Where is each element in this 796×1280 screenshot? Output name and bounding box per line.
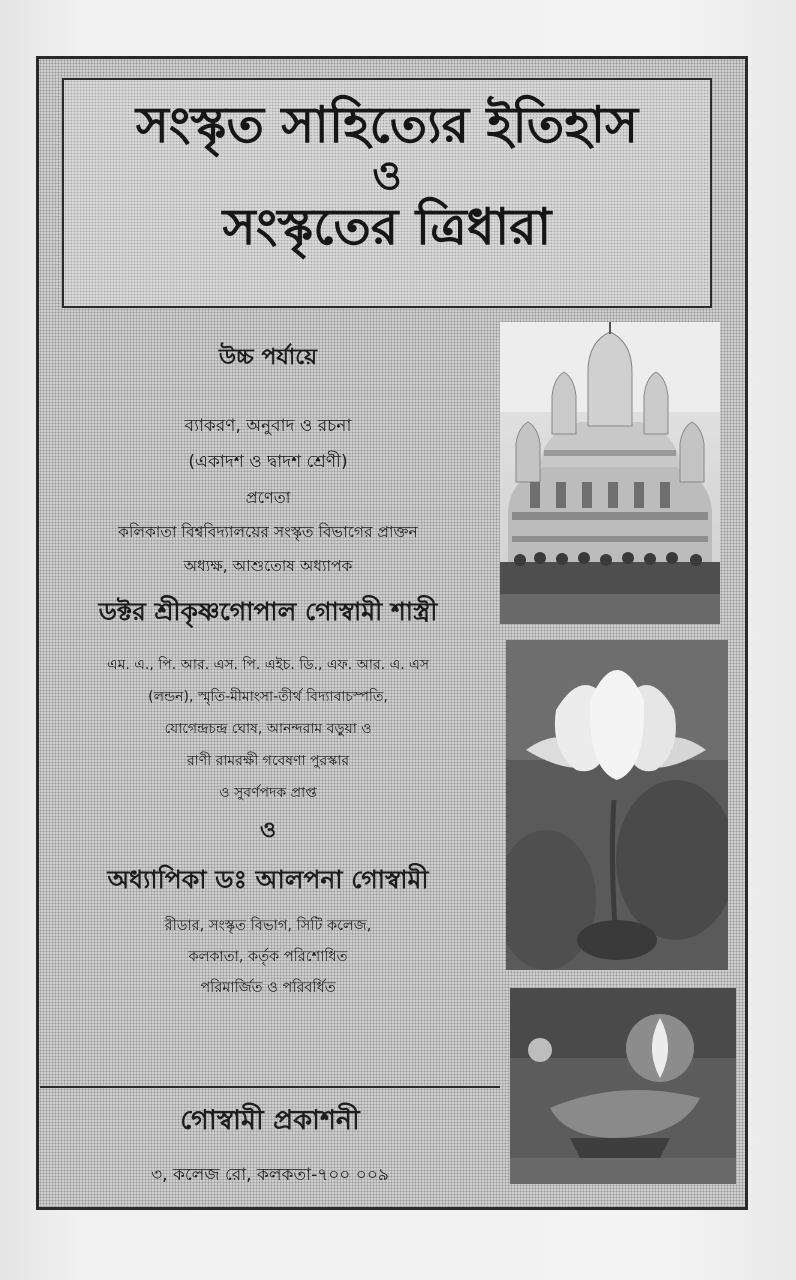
publisher-divider xyxy=(40,1086,500,1088)
title-line-2: সংস্কৃতের ত্রিধারা xyxy=(222,198,552,256)
author-1-credentials xyxy=(40,649,496,809)
classes-text: (একাদশ ও দ্বাদশ শ্রেণী) xyxy=(188,452,348,472)
detail-line: কলকাতা, কর্তৃক পরিশোধিত xyxy=(188,949,348,965)
level-text: উচ্চ পর্যায়ে xyxy=(218,345,318,370)
publisher-address: ৩, কলেজ রো, কলকতা-৭০০ ০০৯ xyxy=(151,1165,389,1185)
subjects-text: ব্যাকরণ, অনুবাদ ও রচনা xyxy=(184,416,352,436)
detail-line: পরিমার্জিত ও পরিবর্ধিত xyxy=(200,980,336,996)
author-2-details xyxy=(40,911,496,1004)
title-line-1: সংস্কৃত সাহিত্যের ইতিহাস xyxy=(135,96,639,154)
cover-text-column xyxy=(40,330,496,1004)
authored-by-label: প্রণেতা xyxy=(245,488,291,507)
detail-line: রীডার, সংস্কৃত বিভাগ, সিটি কলেজ, xyxy=(164,918,372,934)
oil-lamp-photo xyxy=(510,988,736,1184)
credential-line: রাণী রামরক্ষী গবেষণা পুরস্কার xyxy=(186,753,350,769)
credential-line: ও সুবর্ণপদক প্রাপ্ত xyxy=(219,785,317,801)
title-box xyxy=(62,78,712,308)
author-2-name: অধ্যাপিকা ডঃ আলপনা গোস্বামী xyxy=(107,865,429,894)
publisher-name: গোস্বামী প্রকাশনী xyxy=(180,1105,360,1136)
credential-line: (লন্ডন), স্মৃতি-মীমাংসা-তীর্থ বিদ্যাবাচস্পতি, xyxy=(148,689,388,705)
lotus-photo xyxy=(506,640,728,970)
affiliation-line-2: অধ্যক্ষ, আশুতোষ অধ্যাপক xyxy=(183,557,353,575)
credential-line: যোগেন্দ্রচন্দ্র ঘোষ, আনন্দরাম বড়ুয়া ও xyxy=(164,721,372,737)
author-1-name: ডক্টর শ্রীকৃষ্ণগোপাল গোস্বামী শাস্ত্রী xyxy=(98,597,438,626)
affiliation-line-1: কলিকাতা বিশ্ববিদ্যালয়ের সংস্কৃত বিভাগের প্রাক্তন xyxy=(118,523,418,541)
title-conjunction: ও xyxy=(372,153,402,199)
and-conjunction: ও xyxy=(259,818,277,843)
temple-photo xyxy=(500,322,720,624)
credential-line: এম. এ., পি. আর. এস. পি. এইচ. ডি., এফ. আর. এ. এস xyxy=(106,657,430,673)
